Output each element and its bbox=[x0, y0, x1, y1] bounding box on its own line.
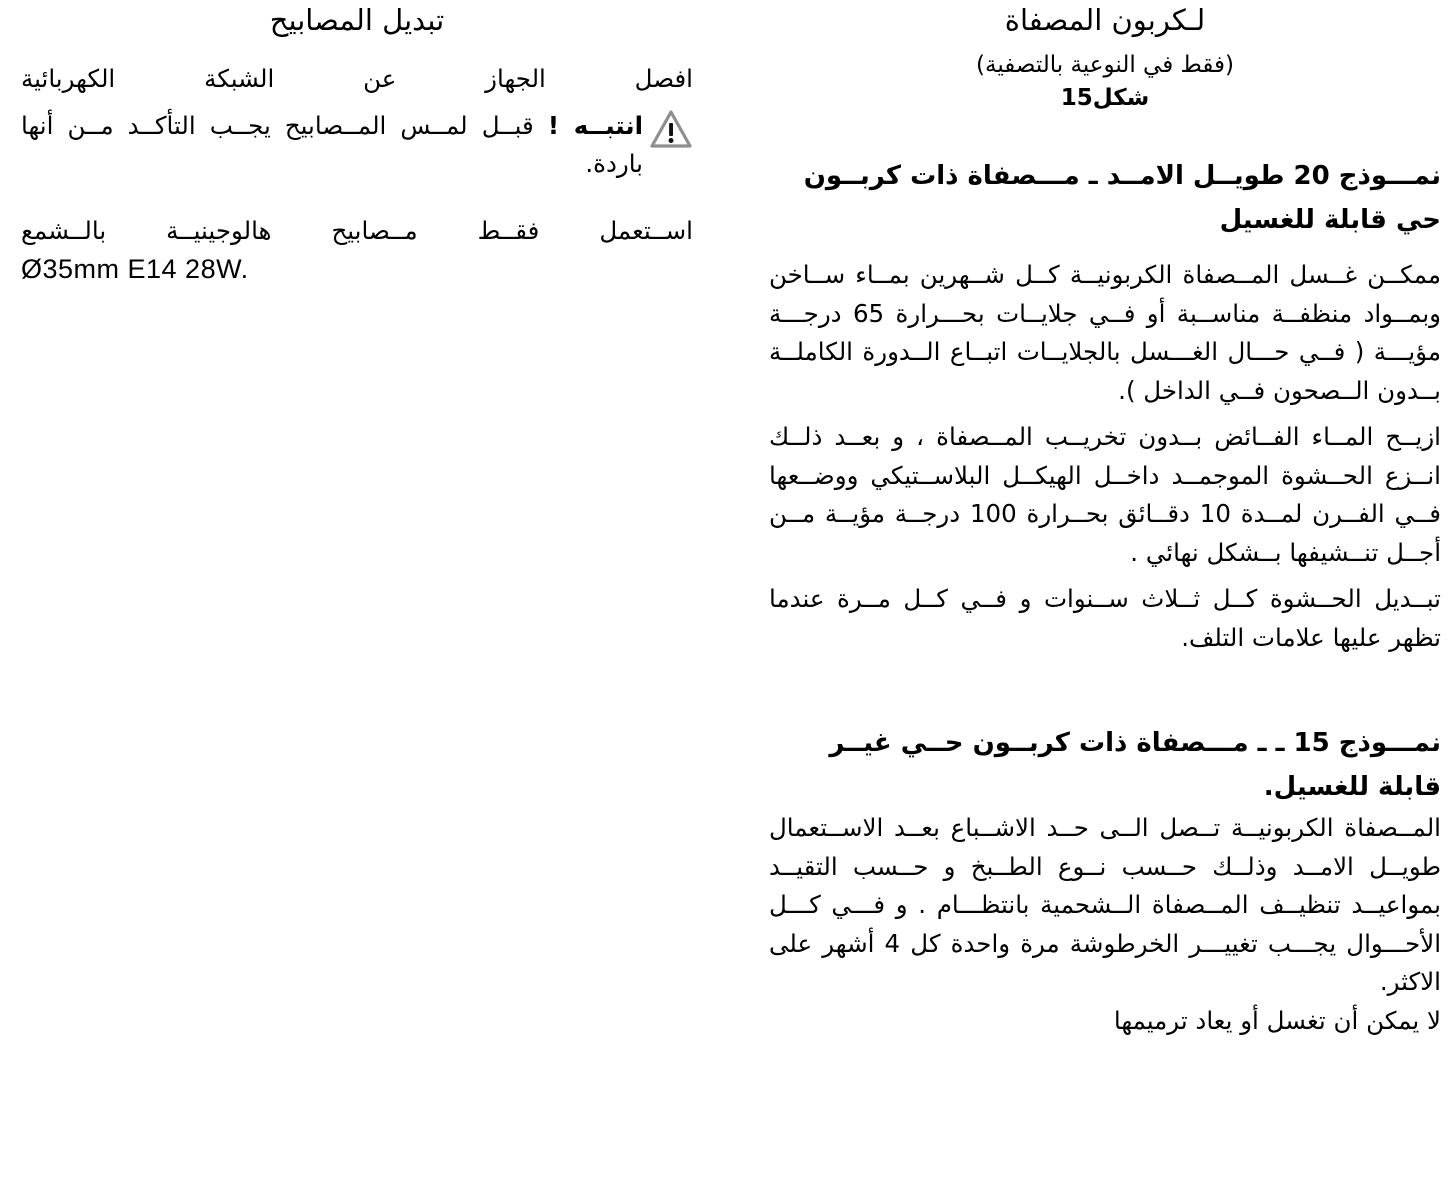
warning-block bbox=[21, 107, 693, 184]
warning-text-container bbox=[21, 107, 643, 184]
figure-label: ﺷﻜﻞ15 bbox=[1060, 85, 1150, 111]
lamp-instruction: اﺳــﺘﻌﻤﻞ ﻓﻘــﻂ ﻣــﺼﺎﺑﻴﺢ ﻫﺎﻟﻮﺟﻴﻨﻴــﺔ ﺑﺎﻟــﺸﻤﻊ bbox=[21, 215, 693, 245]
heading-model-20 bbox=[769, 154, 1441, 242]
warning-triangle-icon bbox=[649, 109, 693, 149]
lamp-specification bbox=[21, 250, 693, 289]
heading-model-15-line2: ﻗﺎﺑﻠﺔ ﻟﻠﻐﺴﻴﻞ. bbox=[1263, 772, 1441, 802]
paragraph-dry-instructions: ازﻳــﺢ اﻟﻤــﺎء اﻟﻔــﺎﺋﺾ ﺑــﺪون ﺗﺨﺮﻳــﺐ اﻟﻤــﺼﻔﺎة ، و ﺑﻌــﺪ ذﻟــﻚ اﻧــﺰع اﻟﺤــﺸﻮة اﻟﻤﻮﺟﻤــﺪ داﺧــﻞ اﻟﻬﻴﻜــﻞ اﻟﺒﻼﺳــﺘﻴﻜﻲ ووﺿــﻌﻬﺎ ﻓــﻲ اﻟﻔــﺮن ﻟﻤــﺪة 10 دﻗــﺎﺋﻖ ﺑﺤــﺮارة 100 درﺟــﺔ ﻣﺆﻳــﺔ ﻣــﻦ أﺟــﻞ ﺗﻨــﺸﻴﻔﻬﺎ ﺑــﺸﻜﻞ ﻧﻬﺎﺋﻲ . bbox=[769, 422, 1441, 567]
left-column-title: ﺗﺒﺪﻳﻞ اﻟﻤﺼﺎﺑﻴﺢ bbox=[269, 3, 445, 37]
warning-text: ﻗﺒــﻞ ﻟﻤــﺲ اﻟﻤــﺼﺎﺑﻴﺢ ﻳﺠــﺐ اﻟﺘﺄﻛــﺪ ﻣــﻦ أﻧﻬﺎ ﺑﺎردة. bbox=[21, 110, 643, 178]
instruction-disconnect-power: اﻓﺼﻞ اﻟﺠﻬﺎز ﻋﻦ اﻟﺸﺒﻜﺔ اﻟﻜﻬﺮﺑﺎﺋﻴﺔ bbox=[21, 64, 693, 93]
heading-model-15-line1: ﻧﻤـــﻮذج 15 ـ ـ ﻣـــﺼﻔﺎة ذات ﻛﺮﺑــﻮن ﺣــﻲ ﻏﻴــﺮ bbox=[829, 728, 1441, 758]
paragraph-replace-filter: ﺗﺒــﺪﻳﻞ اﻟﺤــﺸﻮة ﻛــﻞ ﺛــﻼث ﺳــﻨﻮات و ﻓــﻲ ﻛــﻞ ﻣــﺮة ﻋﻨﺪﻣﺎ ﺗﻈﻬﺮ ﻋﻠﻴﻬﺎ ﻋﻼﻣﺎت اﻟﺘﻠﻒ. bbox=[769, 584, 1441, 652]
paragraph-no-wash: ﻻ ﻳﻤﻜﻦ أن ﺗﻐﺴﻞ أو ﻳﻌﺎد ﺗﺮﻣﻴﻤﻬﺎ bbox=[1113, 1005, 1441, 1035]
left-column bbox=[21, 0, 693, 289]
right-column-subtitle: (ﻓﻘﻂ ﻓﻲ اﻟﻨﻮﻋﻴﺔ ﺑﺎﻟﺘﺼﻔﻴﺔ) bbox=[976, 52, 1234, 78]
heading-model-20-line1: ﻧﻤـــﻮذج 20 ﻃﻮﻳــﻞ اﻻﻣــﺪ ـ ﻣـــﺼﻔﺎة ذات ﻛﺮﺑــﻮن bbox=[803, 161, 1441, 191]
right-column-title: ﻟـﻜﺮﺑﻮن اﻟﻤﺼﻔﺎة bbox=[1004, 3, 1206, 37]
lamp-spec-value: Ø35mm E14 28W. bbox=[21, 254, 249, 284]
warning-prefix: اﻧﺘﺒــﻪ ! bbox=[547, 110, 643, 140]
right-column bbox=[769, 0, 1441, 1040]
paragraph-saturation: اﻟﻤــﺼﻔﺎة اﻟﻜﺮﺑﻮﻧﻴــﺔ ﺗــﺼﻞ اﻟــﻰ ﺣــﺪ اﻻﺷــﺒﺎع ﺑﻌــﺪ اﻻﺳــﺘﻌﻤﺎل ﻃﻮﻳــﻞ اﻻﻣــﺪ وذﻟــﻚ ﺣــﺴﺐ ﻧــﻮع اﻟﻄــﺒﺦ و ﺣــﺴﺐ اﻟﺘﻘﻴــﺪ ﺑﻤﻮاﻋﻴــﺪ ﺗﻨﻈﻴــﻒ اﻟﻤــﺼﻔﺎة اﻟــﺸﺤﻤﻴﺔ ﺑﺎﻧﺘﻈـــﺎم . و ﻓـــﻲ ﻛـــﻞ اﻷﺣـــﻮال ﻳﺠـــﺐ ﺗﻐﻴﻴـــﺮ اﻟﺨﺮﻃﻮﺷﺔ ﻣﺮة واﺣﺪة ﻛﻞ 4 أﺷﻬﺮ ﻋﻠﻰ اﻻﻛﺜﺮ. bbox=[769, 813, 1441, 996]
heading-model-20-line2: ﺣﻲ ﻗﺎﺑﻠﺔ ﻟﻠﻐﺴﻴﻞ bbox=[1219, 205, 1441, 235]
heading-model-15 bbox=[769, 721, 1441, 809]
paragraph-wash-instructions: ﻣﻤﻜــﻦ ﻏــﺴﻞ اﻟﻤــﺼﻔﺎة اﻟﻜﺮﺑﻮﻧﻴــﺔ ﻛــﻞ ﺷــﻬﺮﻳﻦ ﺑﻤــﺎء ﺳــﺎﺧﻦ وﺑﻤــﻮاد ﻣﻨﻈﻔــﺔ ﻣﻨﺎﺳــﺒﺔ أو ﻓــﻲ ﺟﻼﻳــﺎت ﺑﺤـــﺮارة 65 درﺟـــﺔ ﻣﺆﻳـــﺔ ( ﻓــﻲ ﺣـــﺎل اﻟﻐـــﺴﻞ ﺑﺎﻟﺠﻼﻳــﺎت اﺗﺒــﺎع اﻟــﺪورة اﻟﻜﺎﻣﻠــﺔ ﺑــﺪون اﻟــﺼﺤﻮن ﻓــﻲ اﻟﺪاﺧﻞ ). bbox=[769, 260, 1442, 405]
